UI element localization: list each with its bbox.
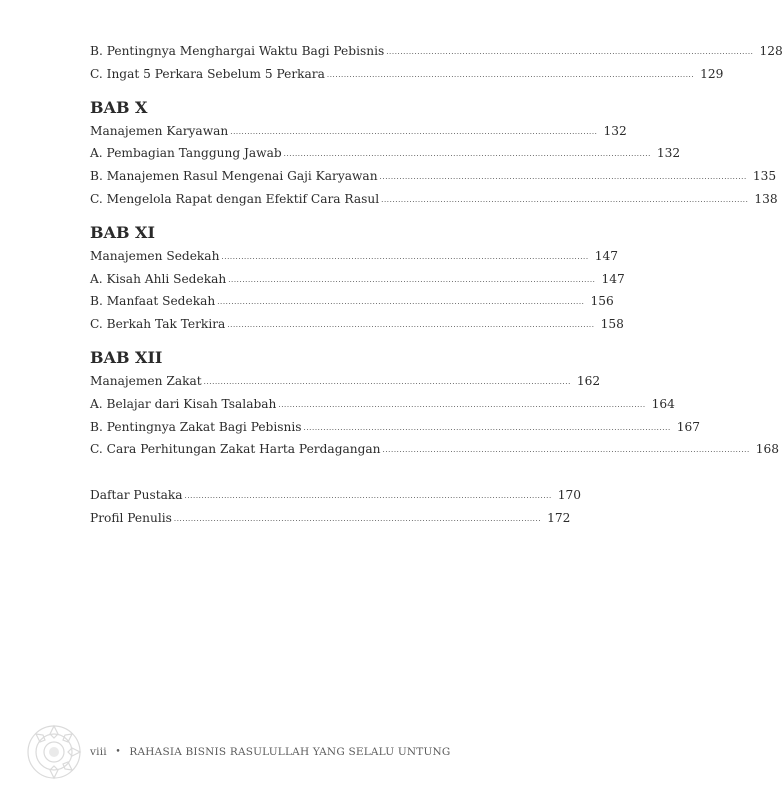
toc-entry-title: C. Cara Perhitungan Zakat Harta Perdagangan bbox=[90, 442, 381, 457]
toc-entry[interactable] bbox=[90, 416, 701, 439]
toc-entry[interactable] bbox=[90, 484, 582, 507]
dot-leader: .................................................................................................................................. bbox=[203, 377, 571, 386]
toc-entry[interactable] bbox=[90, 165, 777, 188]
toc-entry-title: C. Ingat 5 Perkara Sebelum 5 Perkara bbox=[90, 66, 325, 81]
toc-entry-page: 129 bbox=[700, 66, 724, 81]
footer-bullet: • bbox=[115, 747, 121, 757]
toc-entry[interactable] bbox=[90, 188, 778, 211]
toc-entry-page: 128 bbox=[759, 44, 783, 58]
page-footer bbox=[90, 746, 451, 758]
toc-entry[interactable] bbox=[90, 370, 601, 393]
toc-entry-page: 135 bbox=[752, 169, 777, 184]
chapter-heading: BAB XI bbox=[90, 222, 155, 242]
dot-leader: .................................................................................................................................. bbox=[228, 275, 596, 284]
toc-entry[interactable] bbox=[90, 63, 724, 86]
dot-leader: .................................................................................................................................. bbox=[227, 321, 595, 330]
chapter-heading: BAB X bbox=[90, 97, 148, 117]
toc-entry-title: Manajemen Zakat bbox=[90, 373, 202, 388]
toc-entry-title: B. Manajemen Rasul Mengenai Gaji Karyawan bbox=[90, 169, 378, 184]
dot-leader: .................................................................................................................................. bbox=[326, 70, 695, 79]
toc-entry-page: 132 bbox=[656, 146, 681, 161]
toc-entry-page: 138 bbox=[754, 191, 778, 206]
toc-entry[interactable] bbox=[90, 507, 571, 530]
toc-entry-title: Daftar Pustaka bbox=[90, 488, 183, 503]
toc-entry-title: Manajemen Sedekah bbox=[90, 248, 220, 263]
toc-entry-title: A. Kisah Ahli Sedekah bbox=[90, 271, 227, 286]
dot-leader: .................................................................................................................................. bbox=[379, 173, 747, 182]
dot-leader: .................................................................................................................................. bbox=[221, 252, 589, 261]
toc-entry-page: 156 bbox=[590, 294, 614, 309]
dot-leader: .................................................................................................................................. bbox=[278, 400, 646, 409]
toc-entry-page: 158 bbox=[600, 317, 624, 332]
page-number: viii bbox=[90, 746, 107, 758]
toc-entry-title: Profil Penulis bbox=[90, 510, 172, 525]
dot-leader: .................................................................................................................................. bbox=[173, 514, 542, 523]
toc-entry[interactable] bbox=[90, 245, 618, 268]
toc-entry-title: B. Pentingnya Zakat Bagi Pebisnis bbox=[90, 419, 302, 434]
dot-leader: .................................................................................................................................. bbox=[303, 423, 671, 432]
toc-entry-page: 147 bbox=[594, 248, 618, 263]
dot-leader: .................................................................................................................................. bbox=[184, 492, 552, 501]
chapter-heading: BAB XII bbox=[90, 347, 163, 367]
flower-ornament-icon bbox=[24, 690, 104, 790]
toc-entry-title: B. Manfaat Sedekah bbox=[90, 294, 216, 309]
dot-leader: .................................................................................................................................. bbox=[386, 48, 754, 56]
toc-entry-page: 147 bbox=[601, 271, 625, 286]
running-book-title: RAHASIA BISNIS RASULULLAH YANG SELALU UNTUNG bbox=[129, 746, 451, 758]
toc-entry[interactable] bbox=[90, 120, 627, 143]
section-spacer bbox=[90, 461, 486, 484]
toc-entry-title: C. Mengelola Rapat dengan Efektif Cara Rasul bbox=[90, 191, 380, 206]
toc-entry[interactable] bbox=[90, 393, 675, 416]
toc-entry-title: Manajemen Karyawan bbox=[90, 123, 229, 138]
toc-entry-page: 172 bbox=[547, 510, 571, 525]
toc-entry[interactable] bbox=[90, 290, 614, 313]
toc-entry-title: C. Berkah Tak Terkira bbox=[90, 317, 226, 332]
dot-leader: .................................................................................................................................. bbox=[217, 298, 585, 307]
dot-leader: .................................................................................................................................. bbox=[283, 150, 651, 159]
table-of-contents bbox=[90, 40, 783, 530]
toc-entry[interactable] bbox=[90, 142, 681, 165]
toc-entry-page: 167 bbox=[676, 419, 701, 434]
dot-leader: .................................................................................................................................. bbox=[230, 127, 598, 136]
toc-entry-page: 132 bbox=[603, 123, 627, 138]
toc-entry[interactable] bbox=[90, 438, 780, 461]
toc-entry-page: 168 bbox=[755, 442, 780, 457]
toc-entry-title: B. Pentingnya Menghargai Waktu Bagi Pebisnis bbox=[90, 44, 385, 58]
toc-entry-page: 164 bbox=[651, 396, 675, 411]
toc-entry-title: A. Belajar dari Kisah Tsalabah bbox=[90, 396, 277, 411]
toc-entry[interactable] bbox=[90, 268, 625, 291]
toc-entry-page: 170 bbox=[557, 488, 582, 503]
toc-entry[interactable] bbox=[90, 313, 624, 336]
dot-leader: .................................................................................................................................. bbox=[381, 195, 749, 204]
toc-entry[interactable] bbox=[90, 40, 783, 63]
dot-leader: .................................................................................................................................. bbox=[382, 446, 750, 455]
toc-entry-page: 162 bbox=[576, 373, 601, 388]
toc-entry-title: A. Pembagian Tanggung Jawab bbox=[90, 146, 282, 161]
